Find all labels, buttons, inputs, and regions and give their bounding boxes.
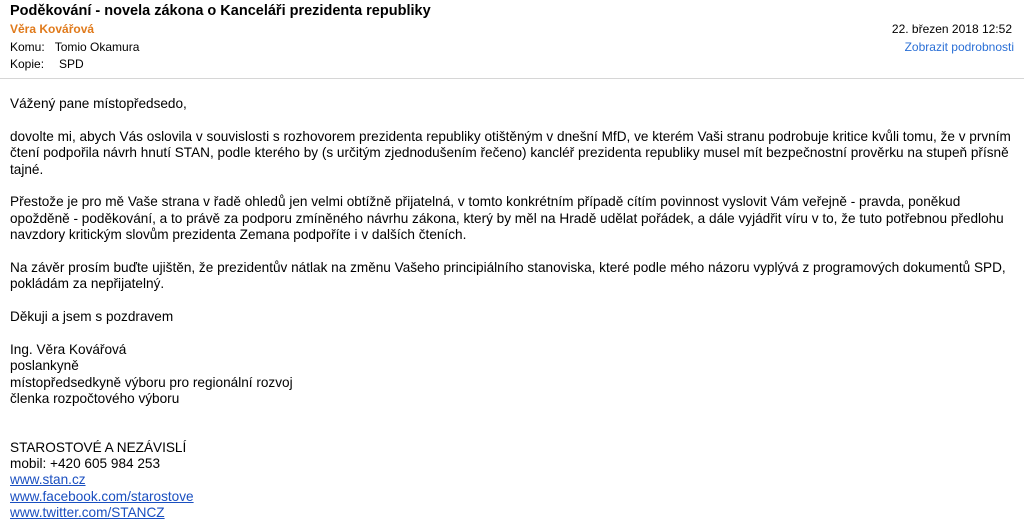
signature-role: poslankyně	[10, 358, 79, 374]
website-link[interactable]: www.stan.cz	[10, 472, 86, 488]
signature-role: místopředsedkyně výboru pro regionální rozvoj	[10, 374, 293, 390]
signature-mobile: mobil: +420 605 984 253	[10, 456, 161, 472]
signature-spacer	[10, 408, 1014, 440]
email-sender[interactable]: Věra Kovářová	[10, 22, 95, 36]
email-subject: Poděkování - novela zákona o Kanceláři prezidenta republiky	[10, 3, 431, 19]
body-paragraph-3: Na závěr prosím buďte ujištěn, že prezidentův nátlak na změnu Vašeho principiálního stanoviska, které podle mého názoru vyplývá z programových dokumentů SPD, pokládám za nepřijatelný.	[10, 260, 1006, 292]
show-details-link[interactable]: Zobrazit podrobnosti	[904, 40, 1014, 54]
cc-row	[10, 57, 84, 71]
email-header	[0, 0, 1024, 77]
header-divider	[0, 78, 1024, 79]
signature-block	[10, 342, 1014, 522]
facebook-link[interactable]: www.facebook.com/starostove	[10, 488, 194, 504]
email-date: 22. březen 2018 12:52	[891, 22, 1012, 36]
cc-label: Kopie:	[10, 57, 45, 71]
cc-recipient[interactable]: SPD	[59, 57, 84, 71]
to-recipient[interactable]: Tomio Okamura	[54, 40, 140, 54]
recipient-row	[10, 40, 139, 54]
body-paragraph-2: Přestože je pro mě Vaše strana v řadě ohledů jen velmi obtížně přijatelná, v tomto konkrétním případě cítím povinnost vyslovit Vám veřejně - pravda, poněkud opožděně - poděkování, a to právě za podporu zmíněného návrhu zákona, který by měl na Hradě udělat pořádek, a dále vyjádřit víru v to, že tuto potřebnou předlohu navzdory kritickým slovům prezidenta Zemana podpoříte i v dalších čteních.	[10, 194, 1004, 243]
signature-org: STAROSTOVÉ A NEZÁVISLÍ	[10, 439, 187, 455]
closing: Děkuji a jsem s pozdravem	[10, 309, 174, 325]
twitter-link[interactable]: www.twitter.com/STANCZ	[10, 505, 165, 521]
body-paragraph-1: dovolte mi, abych Vás oslovila v souvislosti s rozhovorem prezidenta republiky otištěným v dnešní MfD, ve kterém Vaši stranu podrobuje kritice kvůli tomu, že v prvním čtení podpořila návrh hnutí STAN, podle kterého by (s určitým zjednodušením řečeno) kancléř prezidenta republiky musel mít bezpečnostní prověrku na stupeň přísně tajné.	[10, 128, 1011, 177]
signature-name: Ing. Věra Kovářová	[10, 342, 127, 358]
email-body	[10, 96, 1014, 522]
to-label: Komu:	[10, 40, 45, 54]
greeting: Vážený pane místopředsedo,	[10, 96, 187, 111]
signature-role: členka rozpočtového výboru	[10, 391, 180, 407]
